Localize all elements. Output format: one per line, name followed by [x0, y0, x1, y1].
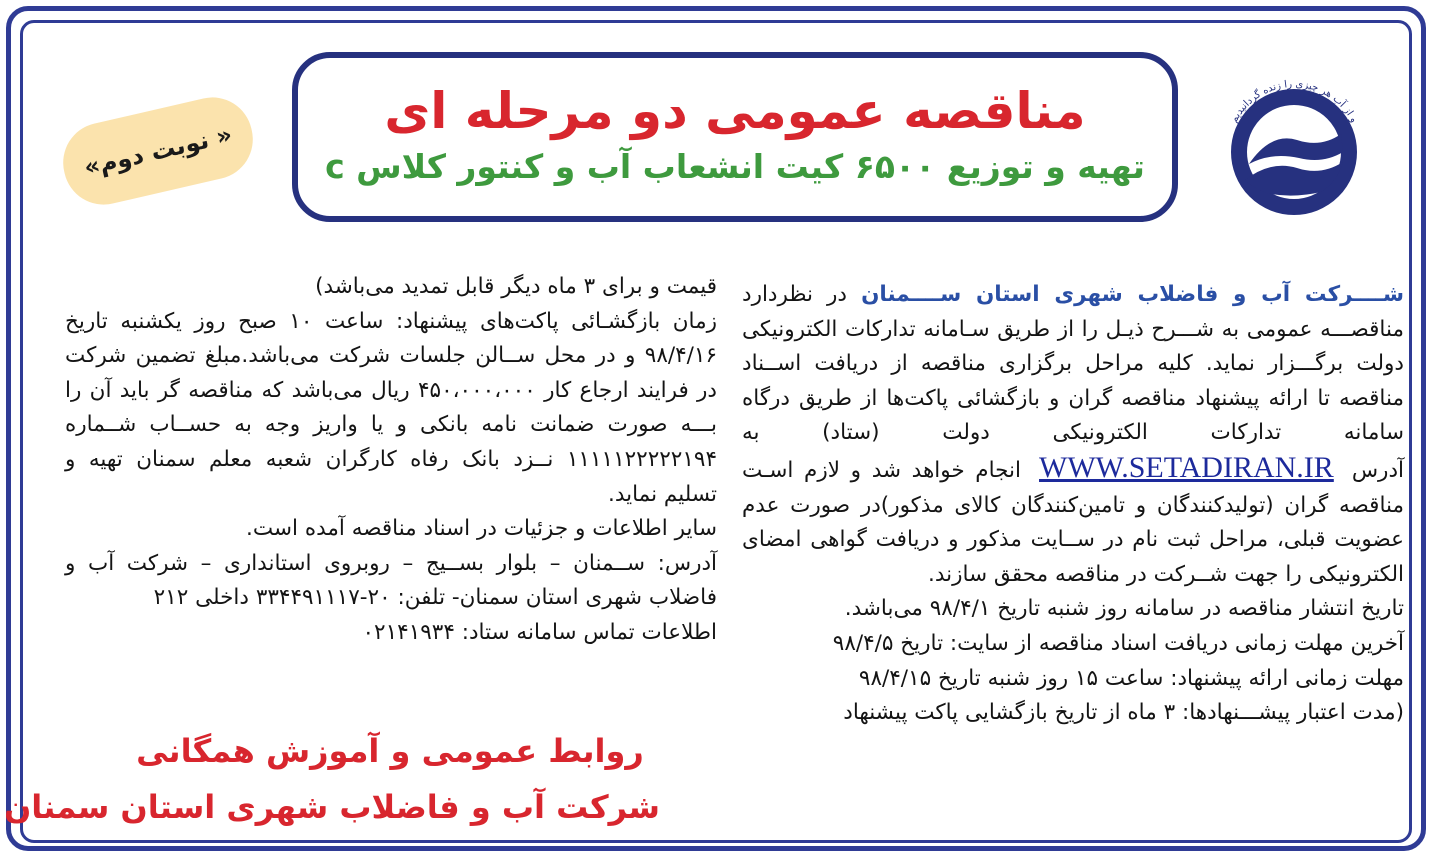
- signature-company: شرکت آب و فاضلاب شهری استان سمنان: [3, 788, 660, 826]
- intro-text: در نظردارد مناقصـــه عمومی به شـــرح ذیـل را از طریق سـامانه تدارکات الکترونیکی دولت برگـــزار نماید. کلیه مراحل برگزاری مناقصه از دریافت اســناد مناقصه تا ارائه پیشنهاد مناقصه گران و بازگشائی پاکت‌ها از طریق درگاه سامانه تدارکات الکترونیکی دولت (ستاد) به آدرس: [742, 282, 1404, 483]
- opening-and-guarantee: زمان بازگشـائی پاکت‌های پیشنهاد: ساعت ۱۰ صبح روز یکشنبه تاریخ ۹۸/۴/۱۶ و در محل ســالن جلسات شرکت می‌باشد.مبلغ تضمین شرکت در فرایند ارجاع کار ۴۵۰،۰۰۰،۰۰۰ ریال می‌باشد که مناقصه گر باید آن را بـــه صورت ضمانت نامه بانکی و یا واریز وجه به حســاب شــماره ۱۱۱۱۱۲۲۲۲۲۱۹۴ نــزد بانک رفاه کارگران شعبه معلم سمنان تهیه و تسلیم نماید.: [65, 308, 717, 507]
- contact-address: آدرس: ســمنان – بلوار بســیج – روبروی استانداری – شرکت آب و فاضلاب شهری استان سمنان- تلفن: ۲۰-۳۳۴۴۹۱۱۱۷ داخلی ۲۱۲: [65, 550, 717, 611]
- body-right-column: [742, 278, 1404, 731]
- publish-date: تاریخ انتشار مناقصه در سامانه روز شنبه تاریخ ۹۸/۴/۱ می‌باشد.: [844, 596, 1404, 622]
- page-title: مناقصه عمومی دو مرحله ای: [384, 82, 1086, 140]
- document-deadline: آخرین مهلت زمانی دریافت اسناد مناقصه از سایت: تاریخ ۹۸/۴/۵: [832, 630, 1404, 656]
- signature-department: روابط عمومی و آموزش همگانی: [136, 732, 644, 770]
- registration-text: انجام خواهد شد و لازم اسـت مناقصه گران (تولیدکنندگان و تامین‌کنندگان کالای مذکور)در صورت عدم عضویت قبلی، مراحل ثبت نام در ســایت مذکور و دریافت گواهی امضای الکترونیکی را جهت شــرکت در مناقصه محقق سازند.: [742, 457, 1404, 587]
- setad-url-link[interactable]: WWW.SETADIRAN.IR: [1039, 450, 1334, 484]
- bid-validity: (مدت اعتبار پیشـــنهادها: ۳ ماه از تاریخ بازگشایی پاکت پیشنهاد: [843, 700, 1404, 726]
- other-info: سایر اطلاعات و جزئیات در اسناد مناقصه آمده است.: [246, 516, 717, 542]
- setad-contact: اطلاعات تماس سامانه ستاد: ۰۲۱۴۱۹۳۴: [362, 619, 717, 645]
- bid-deadline: مهلت زمانی ارائه پیشنهاد: ساعت ۱۵ روز شنبه تاریخ ۹۸/۴/۱۵: [858, 665, 1404, 691]
- page-subtitle: تهیه و توزیع ۶۵۰۰ کیت انشعاب آب و کنتور کلاس c: [325, 147, 1145, 186]
- logo-motto: و از آب هر چیزی را زنده گردانیدیم: [1228, 78, 1360, 125]
- validity-extension: قیمت و برای ۳ ماه دیگر قابل تمدید می‌باشد): [315, 274, 717, 299]
- body-left-column: [65, 270, 717, 651]
- title-box: [292, 52, 1178, 222]
- intro-paragraph: [742, 278, 1404, 592]
- company-name: شــــرکت آب و فاضلاب شهری استان ســــمنان: [861, 282, 1404, 307]
- round-badge: « نوبت دوم»: [55, 89, 261, 212]
- water-company-logo-icon: [1205, 60, 1383, 238]
